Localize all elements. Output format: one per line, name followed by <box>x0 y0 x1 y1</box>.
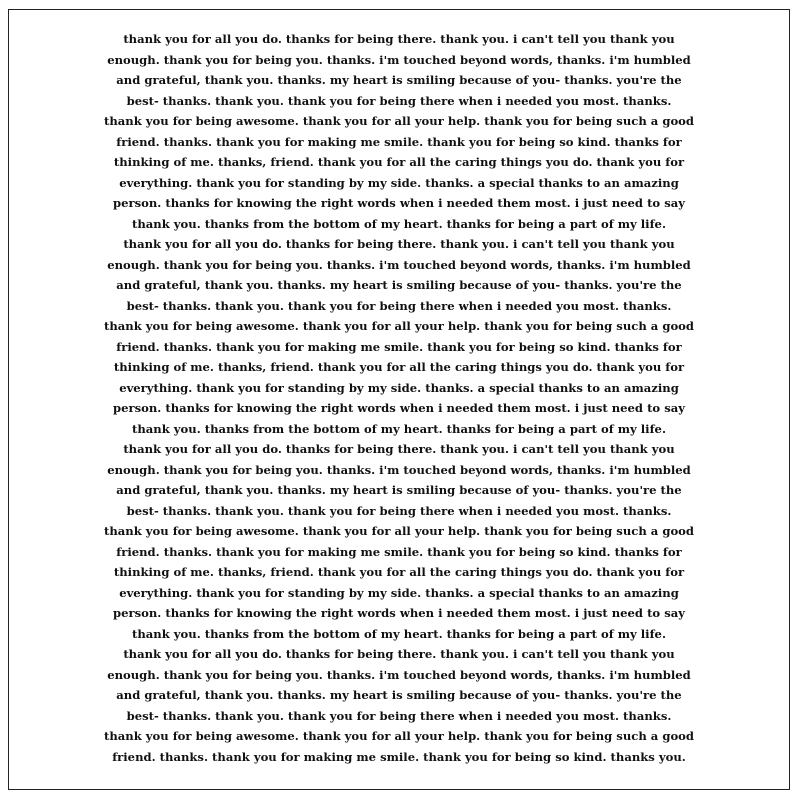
text-line: thank you for being awesome. thank you for all your help. thank you for being such a good <box>103 524 695 538</box>
text-line: and grateful, thank you. thanks. my heart is smiling because of you- thanks. you're the <box>116 688 682 702</box>
text-line: thank you. thanks from the bottom of my heart. thanks for being a part of my life. <box>132 626 666 641</box>
text-line: everything. thank you for standing by my side. thanks. a special thanks to an amazing <box>119 380 679 395</box>
text-line: thank you for being awesome. thank you for all your help. thank you for being such a good <box>103 729 695 743</box>
text-line: thank you for all you do. thanks for being there. thank you. i can't tell you thank you <box>123 32 675 46</box>
text-line: friend. thanks. thank you for making me smile. thank you for being so kind. thanks you. <box>112 749 686 764</box>
text-line: thank you for being awesome. thank you for all your help. thank you for being such a good <box>103 319 695 333</box>
text-line: thinking of me. thanks, friend. thank you for all the caring things you do. thank you for <box>113 565 685 579</box>
text-line: everything. thank you for standing by my side. thanks. a special thanks to an amazing <box>119 585 679 600</box>
text-line: thinking of me. thanks, friend. thank you for all the caring things you do. thank you for <box>113 360 685 374</box>
text-line: best- thanks. thank you. thank you for being there when i needed you most. thanks. <box>126 708 672 723</box>
text-line: friend. thanks. thank you for making me smile. thank you for being so kind. thanks for <box>116 544 682 559</box>
text-line: everything. thank you for standing by my side. thanks. a special thanks to an amazing <box>119 175 679 190</box>
text-line: enough. thank you for being you. thanks. i'm touched beyond words, thanks. i'm humbled <box>107 462 691 477</box>
text-line: thank you. thanks from the bottom of my heart. thanks for being a part of my life. <box>132 216 666 231</box>
text-line: and grateful, thank you. thanks. my heart is smiling because of you- thanks. you're the <box>116 483 682 497</box>
text-line: best- thanks. thank you. thank you for being there when i needed you most. thanks. <box>126 93 672 108</box>
text-line: friend. thanks. thank you for making me smile. thank you for being so kind. thanks for <box>116 339 682 354</box>
text-line: and grateful, thank you. thanks. my heart is smiling because of you- thanks. you're the <box>116 73 682 87</box>
text-line: person. thanks for knowing the right words when i needed them most. i just need to say <box>113 606 685 620</box>
text-line: enough. thank you for being you. thanks. i'm touched beyond words, thanks. i'm humbled <box>107 667 691 682</box>
text-line: friend. thanks. thank you for making me smile. thank you for being so kind. thanks for <box>116 134 682 149</box>
text-line: enough. thank you for being you. thanks. i'm touched beyond words, thanks. i'm humbled <box>107 52 691 67</box>
text-line: thank you. thanks from the bottom of my heart. thanks for being a part of my life. <box>132 421 666 436</box>
text-line: person. thanks for knowing the right words when i needed them most. i just need to say <box>113 401 685 415</box>
text-line: thinking of me. thanks, friend. thank you for all the caring things you do. thank you for <box>113 155 685 169</box>
text-line: thank you for being awesome. thank you for all your help. thank you for being such a good <box>103 114 695 128</box>
text-line: best- thanks. thank you. thank you for being there when i needed you most. thanks. <box>126 503 672 518</box>
border-frame <box>8 9 790 790</box>
thank-you-text-block <box>9 29 789 767</box>
text-line: person. thanks for knowing the right words when i needed them most. i just need to say <box>113 196 685 210</box>
text-line: and grateful, thank you. thanks. my heart is smiling because of you- thanks. you're the <box>116 278 682 292</box>
text-line: thank you for all you do. thanks for being there. thank you. i can't tell you thank you <box>123 237 675 251</box>
text-line: thank you for all you do. thanks for being there. thank you. i can't tell you thank you <box>123 647 675 661</box>
text-line: best- thanks. thank you. thank you for being there when i needed you most. thanks. <box>126 298 672 313</box>
text-line: thank you for all you do. thanks for being there. thank you. i can't tell you thank you <box>123 442 675 456</box>
text-line: enough. thank you for being you. thanks. i'm touched beyond words, thanks. i'm humbled <box>107 257 691 272</box>
